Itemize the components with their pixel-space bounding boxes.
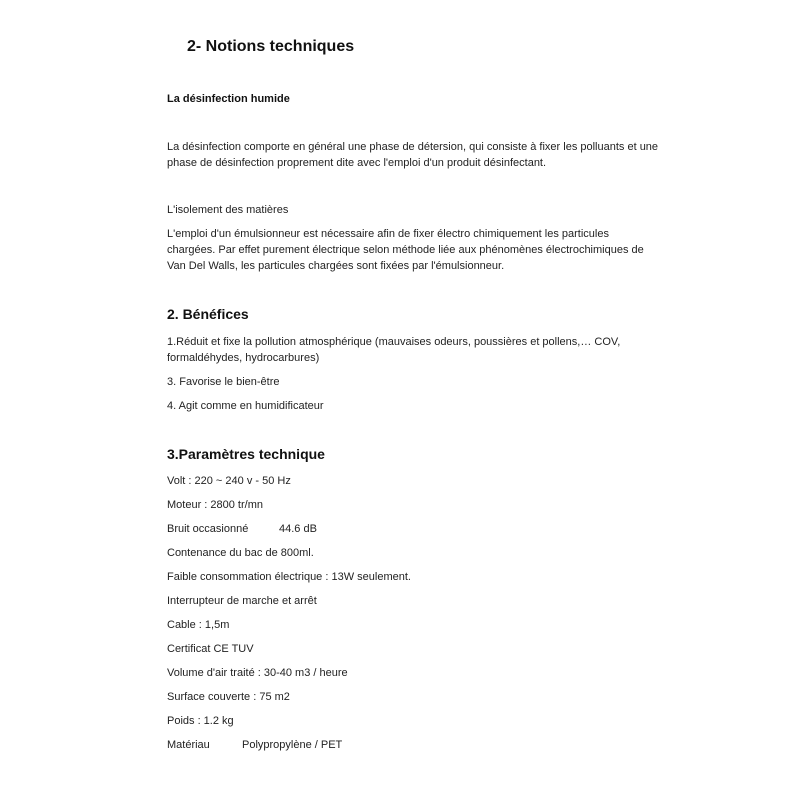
param-volume: Volume d'air traité : 30-40 m3 / heure (167, 667, 348, 679)
param-surface: Surface couverte : 75 m2 (167, 691, 290, 703)
param-poids: Poids : 1.2 kg (167, 715, 234, 727)
param-volt: Volt : 220 ~ 240 v - 50 Hz (167, 475, 291, 487)
paragraph-desinfection-line2: phase de désinfection proprement dite avec l'emploi d'un produit désinfectant. (167, 157, 547, 169)
paragraph-isolement-line3: Van Del Walls, les particules chargées sont fixées par l'émulsionneur. (167, 260, 505, 272)
isolement-title: L'isolement des matières (167, 204, 289, 216)
paragraph-isolement-line1: L'emploi d'un émulsionneur est nécessaire afin de fixer électro chimiquement les particules (167, 228, 609, 240)
param-bruit-label: Bruit occasionné (167, 523, 249, 535)
section-title-parametres: 3.Paramètres technique (167, 446, 325, 462)
param-materiau-value: Polypropylène / PET (242, 739, 343, 751)
param-cable: Cable : 1,5m (167, 619, 230, 631)
param-contenance: Contenance du bac de 800ml. (167, 547, 314, 559)
param-interrupteur: Interrupteur de marche et arrêt (167, 595, 317, 607)
benefice-item-1-line2: formaldéhydes, hydrocarbures) (167, 352, 320, 364)
benefice-item-1-line1: 1.Réduit et fixe la pollution atmosphérique (mauvaises odeurs, poussières et pollens,… COV, (167, 336, 621, 348)
section-title-notions: 2- Notions techniques (187, 38, 355, 55)
param-moteur: Moteur : 2800 tr/mn (167, 499, 263, 511)
param-materiau-label: Matériau (167, 739, 210, 751)
benefice-item-2: 3. Favorise le bien-être (167, 376, 280, 388)
paragraph-isolement-line2: chargées. Par effet purement électrique selon méthode liée aux phénomènes électrochimiques de (167, 244, 644, 256)
param-consommation: Faible consommation électrique : 13W seulement. (167, 571, 411, 583)
section-title-benefices: 2. Bénéfices (167, 306, 249, 322)
benefice-item-3: 4. Agit comme en humidificateur (167, 400, 324, 412)
paragraph-desinfection-line1: La désinfection comporte en général une phase de détersion, qui consiste à fixer les polluants et une (167, 141, 659, 153)
subtitle-desinfection: La désinfection humide (167, 93, 290, 105)
param-certificat: Certificat CE TUV (167, 643, 254, 655)
param-bruit-value: 44.6 dB (279, 523, 317, 535)
